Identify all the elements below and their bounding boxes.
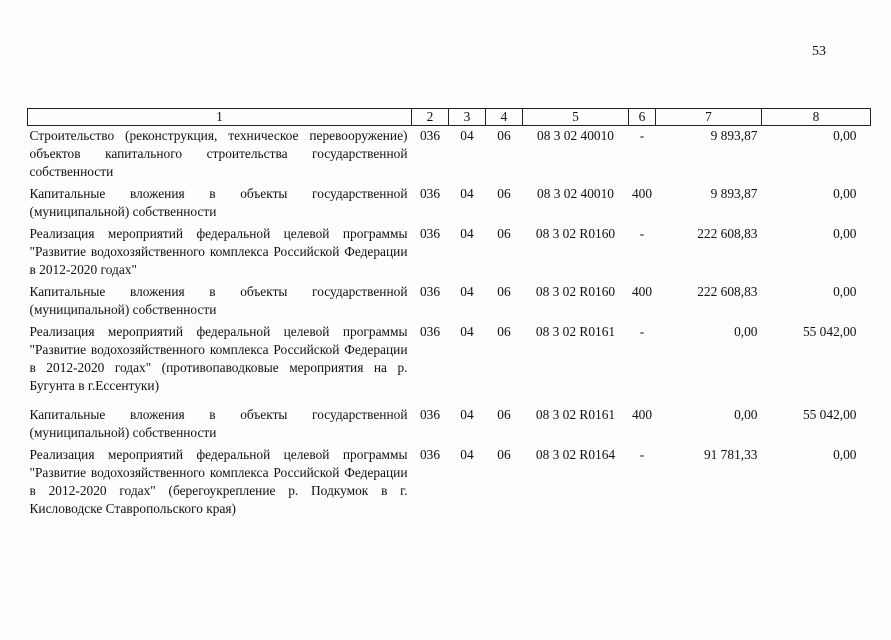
table-row [28,322,871,405]
cell-amount-2: 0,00 [833,284,857,299]
cell-expense-type: - [639,324,645,339]
budget-table [27,108,871,521]
column-header: 3 [449,109,486,126]
page-number: 53 [812,44,826,59]
row-name: Капитальные вложения в объекты государственной (муниципальной) собственности [29,186,408,219]
cell-target-article: 08 3 02 R0161 [535,324,616,339]
table-row [28,184,871,224]
cell-amount-1: 222 608,83 [697,226,758,241]
cell-ministry-code: 036 [419,447,441,462]
cell-amount-2: 0,00 [833,447,857,462]
cell-target-article: 08 3 02 40010 [537,128,614,143]
cell-expense-type: 400 [631,284,653,299]
cell-section: 04 [460,447,474,462]
column-header: 7 [656,109,762,126]
header-row [28,109,871,126]
row-name: Реализация мероприятий федеральной целевой программы "Развитие водохозяйственного комплекса Российской Федерации в 2012-2020 годах" (противопаводковые мероприятия на р. Бугунта в г.Ессентуки) [29,324,408,393]
cell-section: 04 [460,324,474,339]
cell-amount-2: 55 042,00 [802,324,857,339]
cell-subsection: 06 [497,284,511,299]
cell-section: 04 [460,226,474,241]
row-name: Капитальные вложения в объекты государственной (муниципальной) собственности [29,284,408,317]
cell-ministry-code: 036 [419,128,441,143]
table-row [28,405,871,445]
cell-amount-1: 91 781,33 [703,447,758,462]
cell-amount-1: 0,00 [734,324,758,339]
cell-target-article: 08 3 02 40010 [537,186,614,201]
cell-amount-2: 0,00 [833,186,857,201]
column-header: 8 [762,109,871,126]
cell-amount-2: 55 042,00 [802,407,857,422]
column-header: 4 [486,109,523,126]
cell-amount-1: 9 893,87 [710,128,758,143]
column-header: 2 [412,109,449,126]
cell-expense-type: - [639,226,645,241]
cell-amount-2: 0,00 [833,226,857,241]
cell-expense-type: - [639,128,645,143]
cell-expense-type: 400 [631,186,653,201]
cell-subsection: 06 [497,226,511,241]
cell-section: 04 [460,128,474,143]
table-row [28,445,871,521]
row-name: Строительство (реконструкция, техническое перевооружение) объектов капитального строительства государственной собственности [29,128,408,179]
cell-ministry-code: 036 [419,226,441,241]
row-name: Капитальные вложения в объекты государственной (муниципальной) собственности [29,407,408,440]
row-name: Реализация мероприятий федеральной целевой программы "Развитие водохозяйственного комплекса Российской Федерации в 2012-2020 годах" (берегоукрепление р. Подкумок в г. Кисловодске Ставропольского края) [29,447,408,516]
cell-subsection: 06 [497,186,511,201]
column-header: 1 [28,109,412,126]
cell-expense-type: 400 [631,407,653,422]
cell-target-article: 08 3 02 R0164 [535,447,616,462]
cell-target-article: 08 3 02 R0161 [535,407,616,422]
table-row [28,126,871,185]
cell-subsection: 06 [497,407,511,422]
cell-expense-type: - [639,447,645,462]
cell-subsection: 06 [497,324,511,339]
cell-ministry-code: 036 [419,407,441,422]
cell-subsection: 06 [497,128,511,143]
cell-amount-1: 9 893,87 [710,186,758,201]
cell-ministry-code: 036 [419,186,441,201]
cell-target-article: 08 3 02 R0160 [535,284,616,299]
cell-subsection: 06 [497,447,511,462]
cell-amount-2: 0,00 [833,128,857,143]
cell-amount-1: 222 608,83 [697,284,758,299]
cell-section: 04 [460,407,474,422]
cell-ministry-code: 036 [419,324,441,339]
cell-section: 04 [460,284,474,299]
row-name: Реализация мероприятий федеральной целевой программы "Развитие водохозяйственного комплекса Российской Федерации в 2012-2020 годах" [29,226,408,277]
cell-target-article: 08 3 02 R0160 [535,226,616,241]
cell-ministry-code: 036 [419,284,441,299]
cell-section: 04 [460,186,474,201]
table-row [28,224,871,282]
table-row [28,282,871,322]
cell-amount-1: 0,00 [734,407,758,422]
column-header: 5 [523,109,629,126]
column-header: 6 [629,109,656,126]
